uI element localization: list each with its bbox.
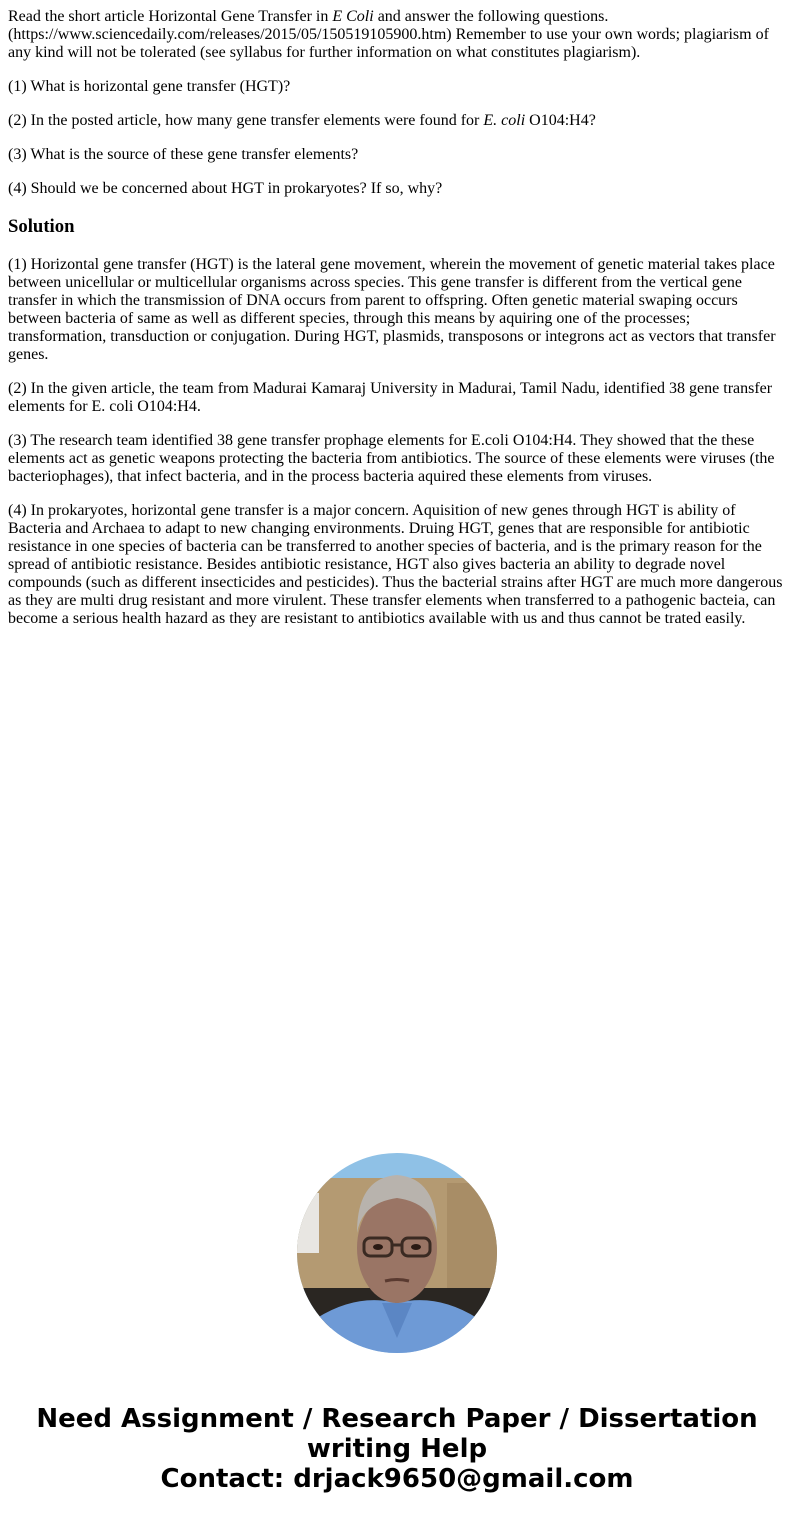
- answer-4: (4) In prokaryotes, horizontal gene transfer is a major concern. Aquisition of new genes through HGT is ability of Bacteria and Archaea to adapt to new changing environments. Druing HGT, genes that are responsible for antibiotic resistance in one species of bacteria can be transferred to another species of bacteria, and is the primary reason for the spread of antibiotic resistance. Besides antibiotic resistance, HGT also gives bacteria an ability to degrade novel compounds (such as different insecticides and pesticides). Thus the bacterial strains after HGT are much more dangerous as they are multi drug resistant and more virulent. These transfer elements when transferred to a pathogenic bacteia, can become a serious health hazard as they are resistant to antibiotics available with us and thus cannot be trated easily.: [8, 502, 783, 627]
- answer-1: (1) Horizontal gene transfer (HGT) is the lateral gene movement, wherein the movement of genetic material takes place between unicellular or multicellular organisms across species. This gene transfer is different from the vertical gene transfer in which the transmission of DNA occurs from parent to offspring. Often genetic material swaping occurs between bacteria of same as well as different species, through this means by aquiring one of the processes; transformation, transduction or conjugation. During HGT, plasmids, transposons or integrons act as vectors that transfer genes.: [8, 256, 776, 363]
- contact-email: Contact: drjack9650@gmail.com: [160, 1464, 634, 1494]
- question-1: (1) What is horizontal gene transfer (HGT)?: [8, 78, 291, 95]
- answer-2: (2) In the given article, the team from Madurai Kamaraj University in Madurai, Tamil Nadu, identified 38 gene transfer elements for E. coli O104:H4.: [8, 380, 773, 415]
- solution-heading: Solution: [8, 216, 75, 237]
- person-photo-icon: [297, 1153, 497, 1353]
- question-4: (4) Should we be concerned about HGT in prokaryotes? If so, why?: [8, 180, 443, 197]
- avatar: [297, 1153, 497, 1353]
- question-3: (3) What is the source of these gene transfer elements?: [8, 146, 359, 163]
- contact-banner: [0, 1404, 794, 1494]
- question-2: (2) In the posted article, how many gene transfer elements were found for E. coli O104:H4?: [8, 112, 596, 129]
- answer-3: (3) The research team identified 38 gene transfer prophage elements for E.coli O104:H4. They showed that the these elements act as genetic weapons protecting the bacteria from antibiotics. The source of these elements were viruses (the bacteriophages), that infect bacteria, and in the process bacteria aquired these elements from viruses.: [8, 432, 775, 485]
- document-body: [8, 8, 786, 644]
- banner-line-1: Need Assignment / Research Paper / Dissertation: [36, 1404, 758, 1434]
- species-name: E Coli: [332, 8, 374, 25]
- species-name: E. coli: [483, 112, 526, 129]
- banner-line-2: writing Help: [306, 1434, 488, 1464]
- question-intro: Read the short article Horizontal Gene Transfer in E Coli and answer the following questions. (https://www.sciencedaily.com/releases/2015/05/150519105900.htm) Remember to use your own words; plagiarism of any kind will not be tolerated (see syllabus for further information on what constitutes plagiarism).: [8, 8, 769, 61]
